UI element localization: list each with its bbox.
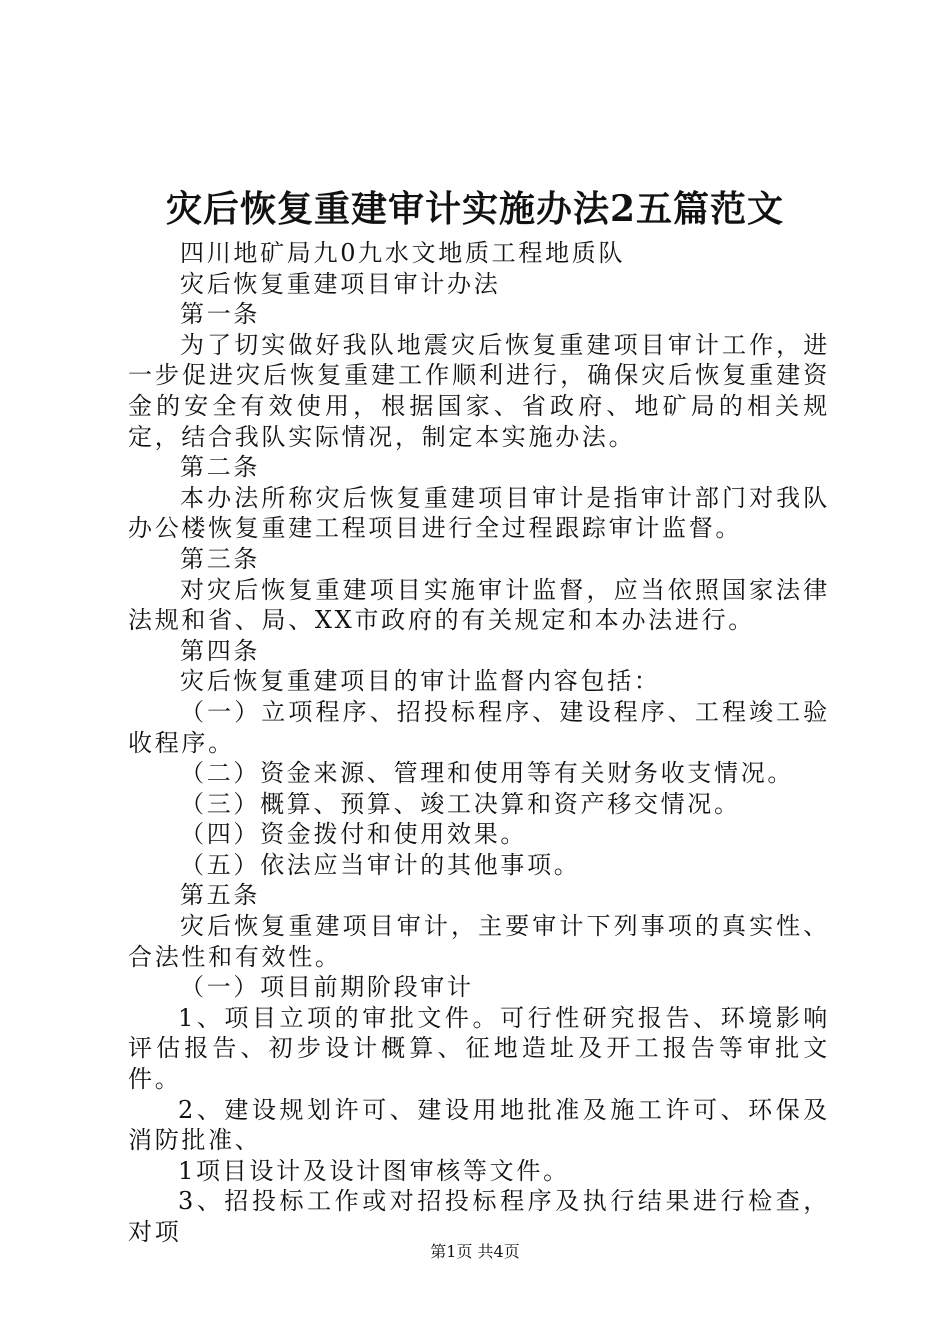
- page-footer: 第1页 共4页: [430, 1242, 520, 1261]
- paragraph: （一）立项程序、招投标程序、建设程序、工程竣工验收程序。: [128, 697, 830, 757]
- paragraph: 灾后恢复重建项目的审计监督内容包括：: [180, 667, 661, 696]
- paragraph: 第三条: [180, 544, 261, 573]
- paragraph: 四川地矿局九0九水文地质工程地质队: [180, 239, 626, 267]
- paragraph: 对灾后恢复重建项目实施审计监督，应当依照国家法律法规和省、局、XX市政府的有关规定和本办法进行。: [128, 575, 830, 635]
- paragraph: 本办法所称灾后恢复重建项目审计是指审计部门对我队办公楼恢复重建工程项目进行全过程跟踪审计监督。: [128, 483, 830, 543]
- paragraph: 为了切实做好我队地震灾后恢复重建项目审计工作，进一步促进灾后恢复重建工作顺利进行，确保灾后恢复重建资金的安全有效使用，根据国家、省政府、地矿局的相关规定，结合我队实际情况，制定本实施办法。: [128, 330, 830, 451]
- paragraph: 灾后恢复重建项目审计办法: [180, 269, 501, 298]
- paragraph: （二）资金来源、管理和使用等有关财务收支情况。: [180, 759, 795, 788]
- paragraph: （一）项目前期阶段审计: [180, 973, 474, 1002]
- document-body: [128, 238, 830, 1248]
- paragraph: （三）概算、预算、竣工决算和资产移交情况。: [180, 789, 741, 818]
- paragraph: 2、建设规划许可、建设用地批准及施工许可、环保及消防批准、: [128, 1095, 830, 1155]
- document-title: 灾后恢复重建审计实施办法2五篇范文: [165, 188, 785, 230]
- paragraph: （五）依法应当审计的其他事项。: [180, 850, 581, 879]
- paragraph: （四）资金拨付和使用效果。: [180, 820, 528, 849]
- paragraph: 第四条: [180, 636, 261, 665]
- paragraph: 第五条: [180, 881, 261, 910]
- paragraph: 灾后恢复重建项目审计，主要审计下列事项的真实性、合法性和有效性。: [128, 912, 830, 971]
- paragraph: 第二条: [180, 453, 261, 482]
- paragraph: 1项目设计及设计图审核等文件。: [178, 1156, 570, 1185]
- paragraph: 第一条: [180, 300, 261, 329]
- paragraph: 3、招投标工作或对招投标程序及执行结果进行检查，对项: [128, 1187, 830, 1246]
- paragraph: 1、项目立项的审批文件。可行性研究报告、环境影响评估报告、初步设计概算、征地造址及开工报告等审批文件。: [128, 1003, 830, 1094]
